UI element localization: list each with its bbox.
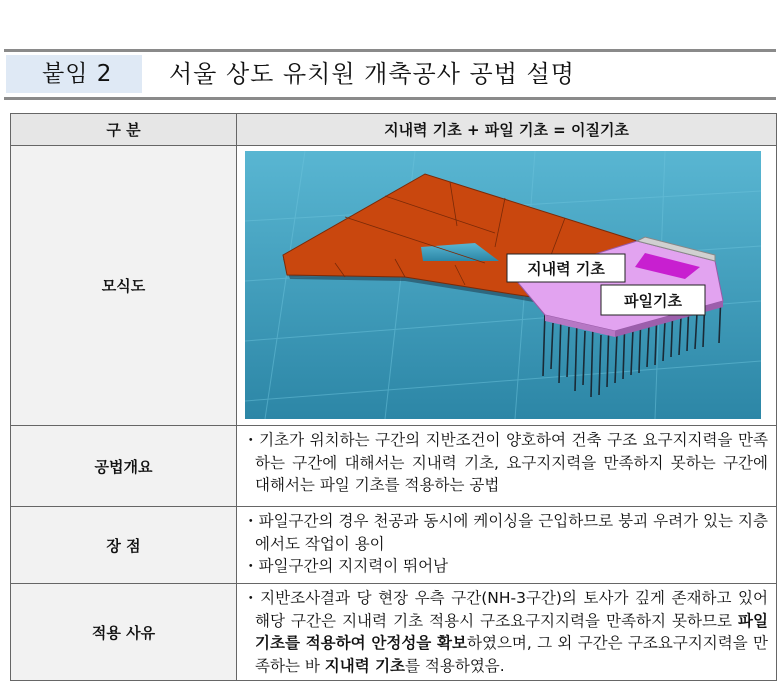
row-label-diagram: 모식도 (11, 146, 237, 426)
callout-pile-label: 파일기초 (624, 292, 682, 310)
overview-text-cell (237, 426, 777, 507)
foundation-diagram (245, 151, 761, 419)
table-header-row (11, 114, 777, 146)
row-label-overview: 공법개요 (11, 426, 237, 507)
reason-text-cell (237, 584, 777, 681)
header-category: 구 분 (11, 114, 237, 146)
overview-text: ・기초가 위치하는 구간의 지반조건이 양호하여 건축 구조 요구지지력을 만족하는 구간에 대해서는 지내력 기초, 요구지지력을 만족하지 못하는 구간에 대해서는 파일 기초를 적용하는 공법 (243, 431, 768, 494)
header-method: 지내력 기초 + 파일 기초 = 이질기초 (237, 114, 777, 146)
table-row (11, 584, 777, 681)
bottom-rule (4, 97, 776, 100)
table-row (11, 426, 777, 507)
diagram-cell (237, 146, 777, 426)
advantage-item: ・파일구간의 경우 천공과 동시에 케이싱을 근입하므로 붕괴 우려가 있는 지층에서도 작업이 용이 (243, 512, 768, 553)
method-table (10, 113, 777, 681)
reason-emphasis-1: 파일 기초를 적용하여 안정성을 확보 (255, 611, 768, 652)
row-label-advantages: 장 점 (11, 507, 237, 584)
top-rule (4, 49, 776, 52)
reason-text (243, 587, 768, 677)
table-row (11, 146, 777, 426)
reason-part-1: ・지반조사결과 당 현장 우측 구간(NH-3구간)의 토사가 깊게 존재하고 있어 해당 구간은 지내력 기초 적용시 구조요구지지력을 만족하지 못하므로 (243, 589, 768, 630)
appendix-tag: 붙임 2 (6, 55, 142, 93)
reason-part-3: 를 적용하였음. (405, 656, 505, 675)
page-title: 서울 상도 유치원 개축공사 공법 설명 (169, 60, 575, 88)
advantage-item: ・파일구간의 지지력이 뛰어남 (243, 557, 449, 575)
table-row (11, 507, 777, 584)
row-label-reason: 적용 사유 (11, 584, 237, 681)
reason-part-2: 하였으며, 그 외 구간은 구조요구지지력을 만족하는 바 (255, 634, 769, 675)
callout-bearing-label: 지내력 기초 (527, 260, 605, 278)
advantages-text-cell (237, 507, 777, 584)
title-row (4, 53, 776, 97)
reason-emphasis-2: 지내력 기초 (324, 656, 406, 675)
